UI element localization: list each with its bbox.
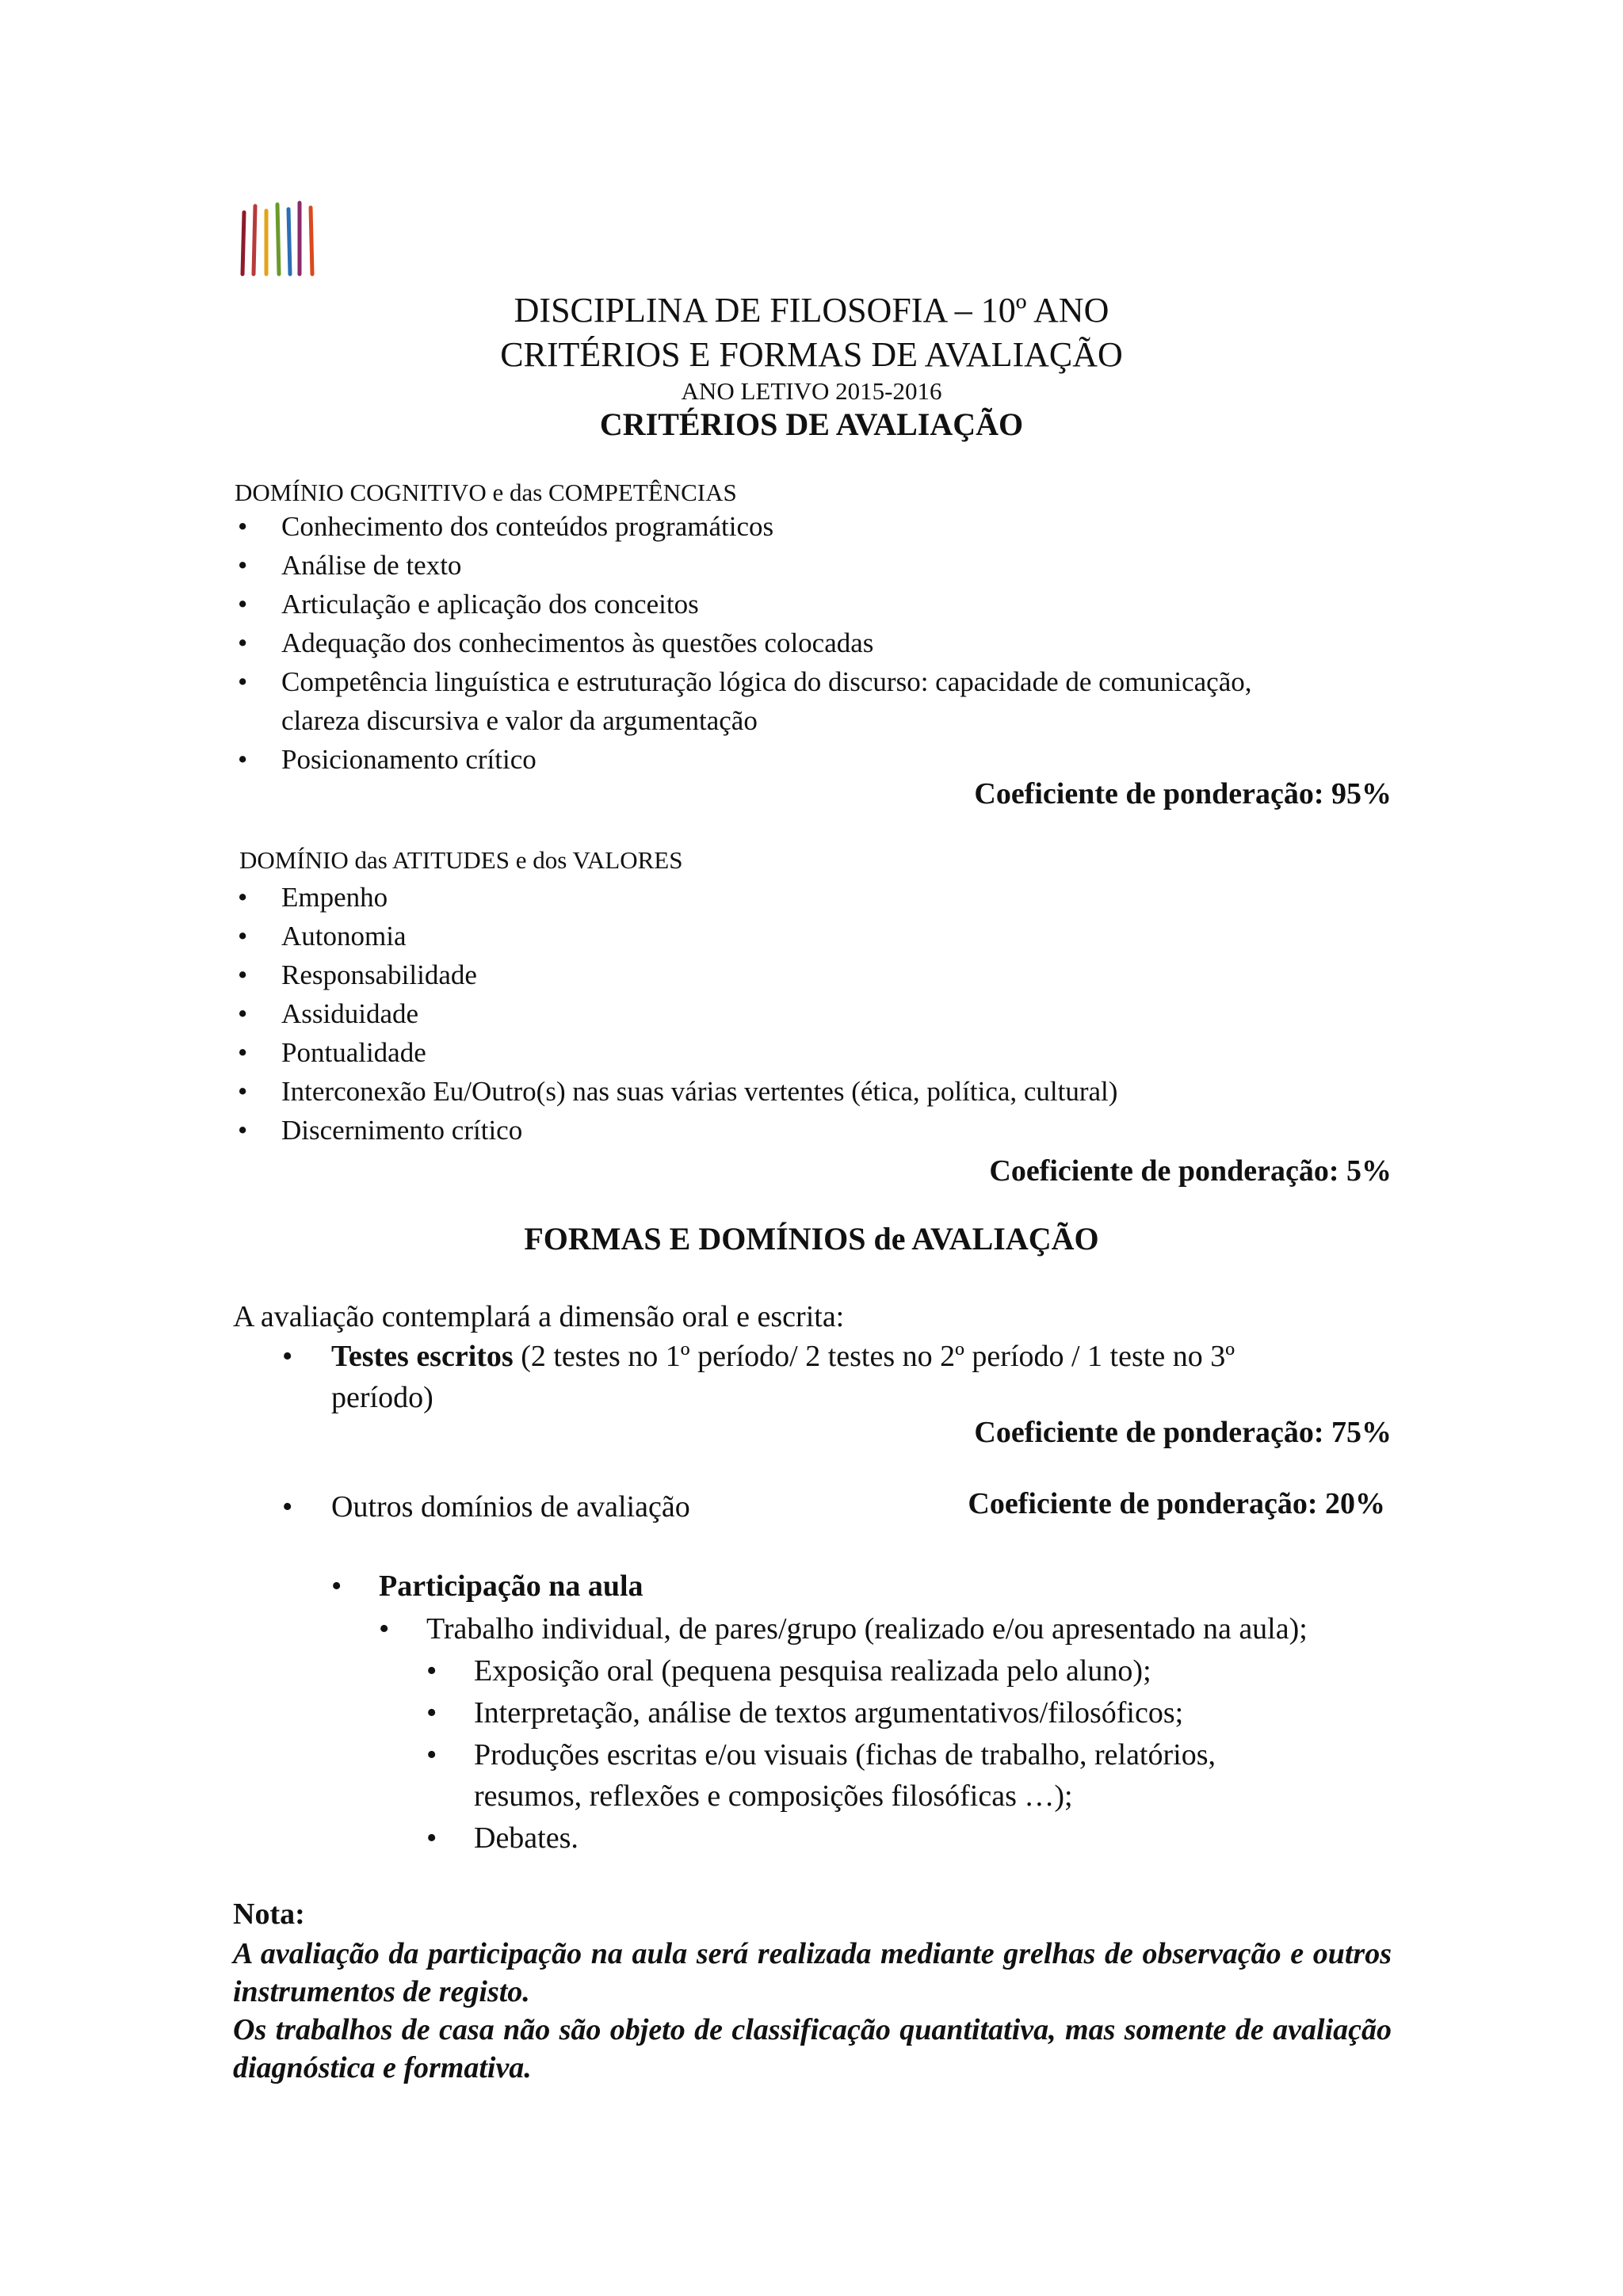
bullet-dot: •: [379, 1612, 390, 1646]
logo-stripe: [311, 208, 312, 274]
logo-stripe: [288, 209, 290, 274]
cognitive-domain-label: DOMÍNIO COGNITIVO e das COMPETÊNCIAS: [235, 479, 737, 506]
attitudes-domain-label: DOMÍNIO das ATITUDES e dos VALORES: [239, 846, 683, 874]
tests-detail: (2 testes no 1º período/ 2 testes no 2º período / 1 teste no 3º: [513, 1340, 1235, 1373]
list-item-continuation: clareza discursiva e valor da argumentação: [281, 705, 758, 736]
logo-stripe: [277, 204, 279, 274]
list-item: • Interconexão Eu/Outro(s) nas suas várias vertentes (ética, política, cultural): [238, 1076, 1118, 1107]
header-criteria-title: CRITÉRIOS DE AVALIAÇÃO: [599, 406, 1024, 442]
logo-stripe: [254, 206, 255, 274]
school-logo: [236, 195, 323, 282]
other-domains-coefficient: Coeficiente de ponderação: 20%: [968, 1487, 1385, 1520]
header-criteria-forms: CRITÉRIOS E FORMAS DE AVALIAÇÃO: [500, 335, 1123, 374]
list-item: • Empenho: [238, 882, 388, 913]
bullet-dot: •: [426, 1696, 437, 1730]
list-item: • Pontualidade: [238, 1037, 426, 1068]
other-domains-label: Outros domínios de avaliação: [331, 1490, 690, 1524]
sub-item-productions: Produções escritas e/ou visuais (fichas de trabalho, relatórios,: [474, 1738, 1216, 1772]
cognitive-list: [238, 507, 1391, 779]
sub-item-debates: Debates.: [474, 1821, 579, 1855]
list-item: • Adequação dos conhecimentos às questões colocadas: [238, 627, 874, 658]
logo-stripe: [242, 212, 244, 274]
bullet-dot: •: [331, 1569, 342, 1603]
attitudes-coefficient: Coeficiente de ponderação: 5%: [989, 1154, 1392, 1188]
forms-intro: A avaliação contemplará a dimensão oral e escrita:: [233, 1300, 845, 1333]
list-item: • Autonomia: [238, 921, 407, 952]
bullet-dot: •: [282, 1490, 293, 1524]
list-item: • Responsabilidade: [238, 959, 477, 990]
attitudes-list: [238, 878, 1391, 1150]
bullet-dot: •: [426, 1821, 437, 1855]
header-subject: DISCIPLINA DE FILOSOFIA – 10º ANO: [514, 291, 1109, 330]
list-item: • Competência linguística e estruturação lógica do discurso: capacidade de comunicação,: [238, 666, 1252, 697]
note-title: Nota:: [233, 1897, 305, 1931]
cognitive-coefficient: Coeficiente de ponderação: 95%: [974, 777, 1392, 810]
list-item: • Conhecimento dos conteúdos programáticos: [238, 511, 774, 542]
tests-item: [331, 1336, 1393, 1418]
bullet-dot: •: [426, 1654, 437, 1688]
note-paragraph-1: A avaliação da participação na aula será realizada mediante grelhas de observação e outros instrumentos de registo.: [233, 1937, 1392, 2008]
list-item: • Discernimento crítico: [238, 1115, 523, 1146]
bullet-dot: •: [282, 1340, 293, 1373]
note-paragraph-2: Os trabalhos de casa não são objeto de classificação quantitativa, mas somente de avaliação diagnóstica e formativa.: [233, 2013, 1392, 2084]
sub-item-productions-continued: resumos, reflexões e composições filosóficas …);: [474, 1779, 1073, 1813]
list-item: • Análise de texto: [238, 550, 462, 581]
participation-label: Participação na aula: [379, 1569, 643, 1603]
header-school-year: ANO LETIVO 2015-2016: [681, 377, 942, 405]
tests-coefficient: Coeficiente de ponderação: 75%: [974, 1416, 1392, 1449]
tests-label: Testes escritos: [331, 1340, 514, 1373]
sub-item-oral: Exposição oral (pequena pesquisa realizada pelo aluno);: [474, 1654, 1151, 1688]
list-item: • Articulação e aplicação dos conceitos: [238, 589, 699, 620]
logo-stripes-icon: [236, 195, 323, 282]
list-item: • Assiduidade: [238, 998, 419, 1029]
sub-item-interpretation: Interpretação, análise de textos argumentativos/filosóficos;: [474, 1696, 1184, 1730]
forms-heading: FORMAS E DOMÍNIOS de AVALIAÇÃO: [524, 1221, 1099, 1257]
bullet-dot: •: [426, 1738, 437, 1772]
work-item: Trabalho individual, de pares/grupo (realizado e/ou apresentado na aula);: [426, 1612, 1308, 1646]
tests-detail-continued: período): [331, 1381, 433, 1414]
list-item: • Posicionamento crítico: [238, 744, 537, 775]
